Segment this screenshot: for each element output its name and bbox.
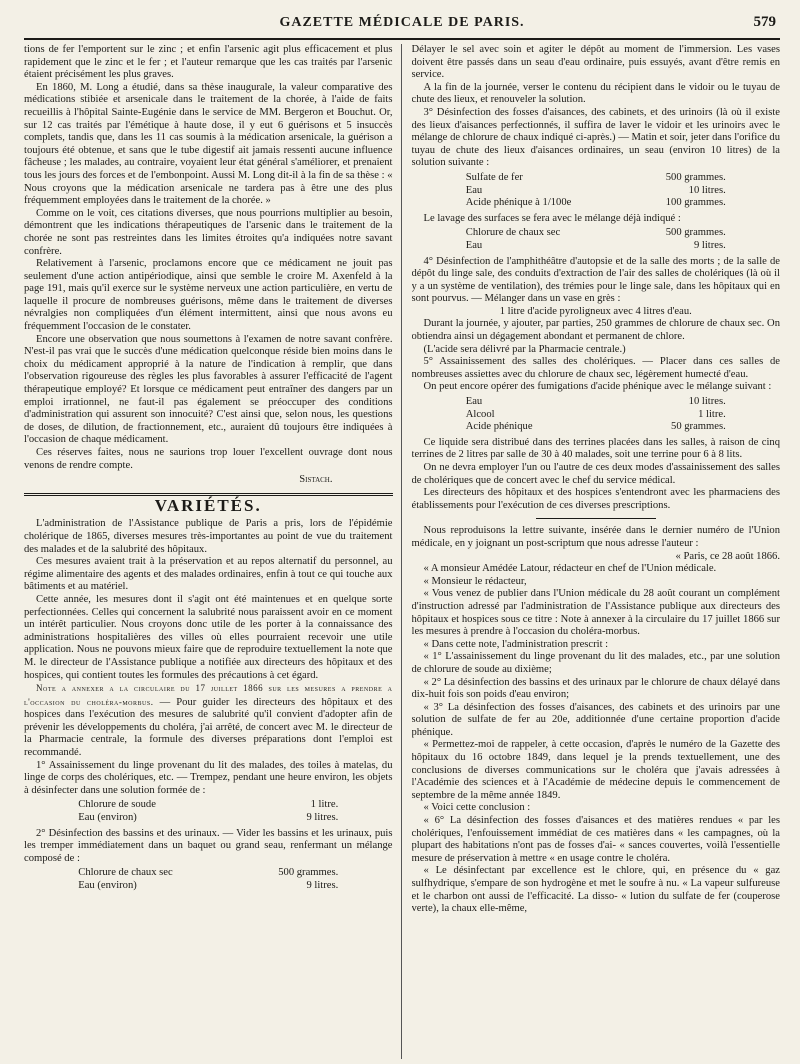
paragraph: Comme on le voit, ces citations diverses, que nous pourrions multiplier au besoin, démontrent que les indications thérapeutiques de l'arsenic dans le traitement de la chorée ne sont pas restreintes dans les limites étroites qu'a indiquées notre savant confrère. xyxy=(24,207,393,257)
formula-table xyxy=(466,172,726,210)
right-column xyxy=(412,44,781,1059)
journal-title: GAZETTE MÉDICALE DE PARIS. xyxy=(279,15,525,30)
paragraph: 1° Assainissement du linge provenant du lit des malades, des toiles à matelas, du linge de corps des cholériques, etc. — Trempez, pendant une heure environ, les objets à désinfecter dans une solution formée de : xyxy=(24,759,393,796)
note-heading: Note a annexer a la circulaire du 17 juillet 1866 sur les mesures a prendre a l'occasion du choléra-morbus. xyxy=(24,683,393,707)
paragraph: Ce liquide sera distribué dans des terrines placées dans les salles, à raison de cinq terrines de 2 litres par salle de 30 à 40 malades, soit une terrine pour 6 à 8 lits. xyxy=(411,436,780,461)
formula-row xyxy=(78,799,338,812)
formula-row xyxy=(466,227,726,240)
paragraph: Le lavage des surfaces se fera avec le mélange déjà indiqué : xyxy=(423,212,681,224)
ingredient: Eau xyxy=(465,239,483,251)
quantity: 10 litres. xyxy=(688,396,726,408)
ingredient: Acide phénique à 1/100e xyxy=(465,197,572,209)
paragraph: Encore une observation que nous soumettons à l'examen de notre savant confrère. N'est-il pas vrai que le succès d'une médication quelconque réside bien moins dans le choix du médicament approprié à la nature de l'indication à remplir, que dans l'observation rigoureuse des règles les plus favorables à assurer l'efficacité de l'agent thérapeutique employé? Et lorsque ce médicament peut entraîner des dangers par un emploi irrationnel, ne faut-il pas également se préoccuper des conditions d'administration qui assurent son innocuité? C'est ainsi que, selon nous, les questions de doses, de dilution, de fractionnement, etc., auraient dû toujours être indiquées à l'occasion de chaque médicament. xyxy=(24,333,393,446)
quantity: 50 grammes. xyxy=(671,421,726,433)
paragraph: 3° Désinfection des fosses d'aisances, des cabinets, et des urinoirs (là où il existe des lieux d'aisances perfectionnés, il suffira de laver le vidoir et les urinoirs avec le mélange de chlorure de chaux indiqué ci-après.) — Matin et soir, jeter dans l'orifice du tuyau de chute des lieux d'aisances ordinaires, un seau (environ 10 litres) de la solution suivante : xyxy=(411,106,780,169)
paragraph: On ne devra employer l'un ou l'autre de ces deux modes d'assainissement des salles de cholériques que de concert avec le chef du service médical. xyxy=(411,462,780,486)
paragraph: 5° Assainissement des salles des cholériques. — Placer dans ces salles de nombreuses assiettes avec du chlorure de chaux sec, légèrement humecté d'eau. xyxy=(411,356,780,380)
paragraph: (L'acide sera délivré par la Pharmacie centrale.) xyxy=(423,343,626,355)
quantity: 500 grammes. xyxy=(665,171,726,183)
letter-address: « A monsieur Amédée Latour, rédacteur en chef de l'Union médicale. xyxy=(423,563,717,575)
paragraph: « Le désinfectant par excellence est le chlore, qui, en présence du « gaz sulfhydrique, s'empare de son hydrogène et met le soufre à nu. « La vapeur sulfureuse et le charbon ont aussi de l'efficacité. La disso- « lution du sulfate de fer (couperose verte), la chaux elle-même, xyxy=(411,865,780,915)
paragraph: Délayer le sel avec soin et agiter le dépôt au moment de l'immersion. Les vases doivent être passés dans un seau d'eau ordinaire, puis essuyés, avant d'être remis en service. xyxy=(411,44,780,81)
formula-row xyxy=(78,867,338,880)
letter-date: « Paris, ce 28 août 1866. xyxy=(675,550,780,562)
ingredient: Eau xyxy=(465,184,483,196)
paragraph: A la fin de la journée, verser le contenu du récipient dans le vidoir ou le tuyau de chute des lieux, et renouveler la solution. xyxy=(411,81,780,106)
paragraph: Les directeurs des hôpitaux et des hospices s'entendront avec les pharmaciens des établissements pour l'exécution de ces diverses prescriptions. xyxy=(411,487,780,511)
formula-row xyxy=(466,409,726,422)
ingredient: Eau (environ) xyxy=(78,812,137,824)
formula-row xyxy=(78,880,338,893)
page-number: 579 xyxy=(753,14,776,30)
quantity: 9 litres. xyxy=(306,812,339,824)
section-title: VARIÉTÉS. xyxy=(154,495,262,515)
paragraph: En 1860, M. Long a étudié, dans sa thèse inaugurale, la valeur comparative des médications stibiée et arsenicale dans le traitement de la chorée, à l'aide de faits recueillis à l'hôpital Sainte-Eugénie dans le service de MM. Bergeron et Bouchut. Or, sur 12 cas traités par l'émétique à haute dose, il y eut 6 guérisons et 5 insuccès complets, tandis que, dans les 11 cas soumis à la médication arsenicale, la guérison a toujours été obtenue, et sans que le tube digestif ait jamais ressenti aucune influence fâcheuse ; les malades, au contraire, voyaient leur état général s'améliorer, et prenaient tous les jours des forces et de l'embonpoint. Aussi M. Long dit-il à la fin de sa thèse : « Nous croyons que la médication arsenicale ne tardera pas à être une des plus fréquemment employées dans le traitement de la chorée. » xyxy=(24,81,393,207)
divider xyxy=(536,518,656,519)
paragraph: « 6° La désinfection des fosses d'aisances et des matières rendues « par les cholériques, l'enfouissement immédiat de ces matières dans « les campagnes, où la plupart des habitations n'ont pas de fosses d'ai- « sances couvertes, voilà l'essentielle mesure de préservation à mettre « en usage contre le choléra. xyxy=(411,815,780,864)
paragraph: On peut encore opérer des fumigations d'acide phénique avec le mélange suivant : xyxy=(423,381,772,393)
ingredient: Acide phénique xyxy=(465,421,533,433)
ingredient: Chlorure de chaux sec xyxy=(465,227,561,239)
paragraph: « Permettez-moi de rappeler, à cette occasion, d'après le numéro de la Gazette des hôpitaux du 16 octobre 1849, dans lequel je la prends textuellement, une des conclusions de diverses communications sur le choléra que j'avais adressées à l'Académie des sciences et à l'Académie de médecine depuis le commencement de septembre de la même année 1849. xyxy=(411,739,780,801)
note-paragraph xyxy=(24,682,393,760)
formula-row xyxy=(466,185,726,198)
formula-row xyxy=(78,812,338,825)
formula-line: 1 litre d'acide pyroligneux avec 4 litres d'eau. xyxy=(499,305,692,317)
ingredient: Chlorure de chaux sec xyxy=(78,867,173,879)
formula-row xyxy=(466,240,726,253)
quantity: 1 litre. xyxy=(698,408,726,420)
quantity: 100 grammes. xyxy=(665,197,726,209)
ingredient: Eau xyxy=(465,396,483,408)
author-signature: Sistach. xyxy=(299,474,333,486)
quantity: 1 litre. xyxy=(310,799,339,811)
paragraph: Ces mesures avaient trait à la préservation et au repos alternatif du personnel, au régime alimentaire des agents et des malades ordinaires, enfin à tout ce qui touche aux bâtiments et au matériel. xyxy=(24,556,393,593)
paragraph: 2° Désinfection des bassins et des urinaux. — Vider les bassins et les urinaux, puis les tremper immédiatement dans un baquet ou grand seau, renfermant un mélange composé de : xyxy=(24,827,393,864)
paragraph: « 2° La désinfection des bassins et des urinaux par le chlorure de chaux délayé dans dix-huit fois son poids d'eau environ; xyxy=(411,676,780,701)
paragraph: Relativement à l'arsenic, proclamons encore que ce médicament ne jouit pas seulement d'une action antipériodique, ainsi que semble le croire M. Axenfeld à la page 191, mais qu'il exerce sur le système nerveux une action particulière, en vertu de laquelle il procure de nombreuses guérisons, même dans le traitement de diverses névralgies non compliquées d'un élément intermittent, ainsi que nous avons eu fréquemment l'occasion de le constater. xyxy=(24,258,393,333)
paragraph: « Vous venez de publier dans l'Union médicale du 28 août courant un complément d'instruction adressé par l'administration de l'Assistance publique aux directeurs des hôpitaux et hospices sous ce titre : Note à annexer à la circulaire du 17 juillet 1866 sur les mesures à prendre à l'occasion du choléra-morbus. xyxy=(411,588,780,638)
left-column xyxy=(24,44,402,1059)
formula-table xyxy=(78,867,338,892)
formula-row xyxy=(466,396,726,409)
paragraph: Ces réserves faites, nous ne saurions trop louer l'excellent ouvrage dont nous venons de rendre compte. xyxy=(24,447,393,471)
paragraph: L'administration de l'Assistance publique de Paris a pris, lors de l'épidémie cholérique de 1865, diverses mesures très-importantes au point de vue du traitement des malades et de la salubrité des hôpitaux. xyxy=(24,518,393,555)
formula-row xyxy=(466,172,726,185)
paragraph: Durant la journée, y ajouter, par parties, 250 grammes de chlorure de chaux sec. On obtiendra ainsi un dégagement abondant et permanent de chlore. xyxy=(411,318,780,343)
ingredient: Sulfate de fer xyxy=(465,171,523,183)
paragraph: « Voici cette conclusion : xyxy=(423,802,531,814)
ingredient: Chlorure de soude xyxy=(78,799,156,811)
paragraph: Nous reproduisons la lettre suivante, insérée dans le dernier numéro de l'Union médicale, en y joignant un post-scriptum que nous adresse l'auteur : xyxy=(411,525,780,549)
page-header xyxy=(24,8,780,40)
paragraph: tions de fer l'emportent sur le zinc ; et enfin l'arsenic agit plus efficacement et plus rapidement que le zinc et le fer ; et l'auteur remarque que les cas traités par l'arsenic étaient précisément les plus graves. xyxy=(24,44,393,81)
ingredient: Alcool xyxy=(465,408,495,420)
quantity: 10 litres. xyxy=(688,184,726,196)
paragraph: « 3° La désinfection des fosses d'aisances, des cabinets et des urinoirs par une solution de sulfate de fer au 20e, additionnée d'une certaine proportion d'acide phénique. xyxy=(411,701,780,738)
letter-salutation: « Monsieur le rédacteur, xyxy=(423,575,527,587)
quantity: 9 litres. xyxy=(693,239,726,251)
formula-table xyxy=(78,799,338,824)
paragraph: Cette année, les mesures dont il s'agit ont été maintenues et en quelque sorte perfectionnées. Celles qui concernent la salubrité nous paraissent avoir en ce moment un intérêt particulier. Nous croyons donc utile de les porter à la connaissance des administrations hospitalières des villes où elles pourraient recevoir une utile application. Nous ne pouvons mieux faire que de reproduire textuellement la note que M. le directeur de l'Assistance publique a notifiée aux directeurs des hôpitaux et des hospices, qui contient toutes les formules des précautions à cet égard. xyxy=(24,593,393,681)
formula-row xyxy=(466,197,726,210)
columns xyxy=(24,44,780,1059)
quantity: 500 grammes. xyxy=(665,227,726,239)
formula-row xyxy=(466,421,726,434)
paragraph: 4° Désinfection de l'amphithéâtre d'autopsie et de la salle des morts ; de la salle de dépôt du linge sale, des conduits d'extraction de l'air des salles de cholériques (là où il y a un système de ventilation), des trémies pour le linge sale, dans les hôpitaux qui en sont pourvus. — Mélanger dans un vase en grès : xyxy=(411,255,780,305)
formula-table xyxy=(466,227,726,252)
paragraph: « Dans cette note, l'administration prescrit : xyxy=(423,638,609,650)
quantity: 500 grammes. xyxy=(278,867,339,879)
formula-table xyxy=(466,396,726,434)
paragraph: « 1° L'assainissement du linge provenant du lit des malades, etc., par une solution de chlorure de soude au dixième; xyxy=(411,651,780,675)
ingredient: Eau (environ) xyxy=(78,880,137,891)
note-text: — Pour guider les directeurs des hôpitaux et des hospices dans l'exécution des mesures de salubrité qu'il convient d'adopter afin de prévenir les développements du choléra, j'ai arrêté, de concert avec M. le directeur de la Pharmacie centrale, la formule des diverses préparations dont l'emploi est recommandé. xyxy=(24,696,393,759)
quantity: 9 litres. xyxy=(306,880,339,891)
